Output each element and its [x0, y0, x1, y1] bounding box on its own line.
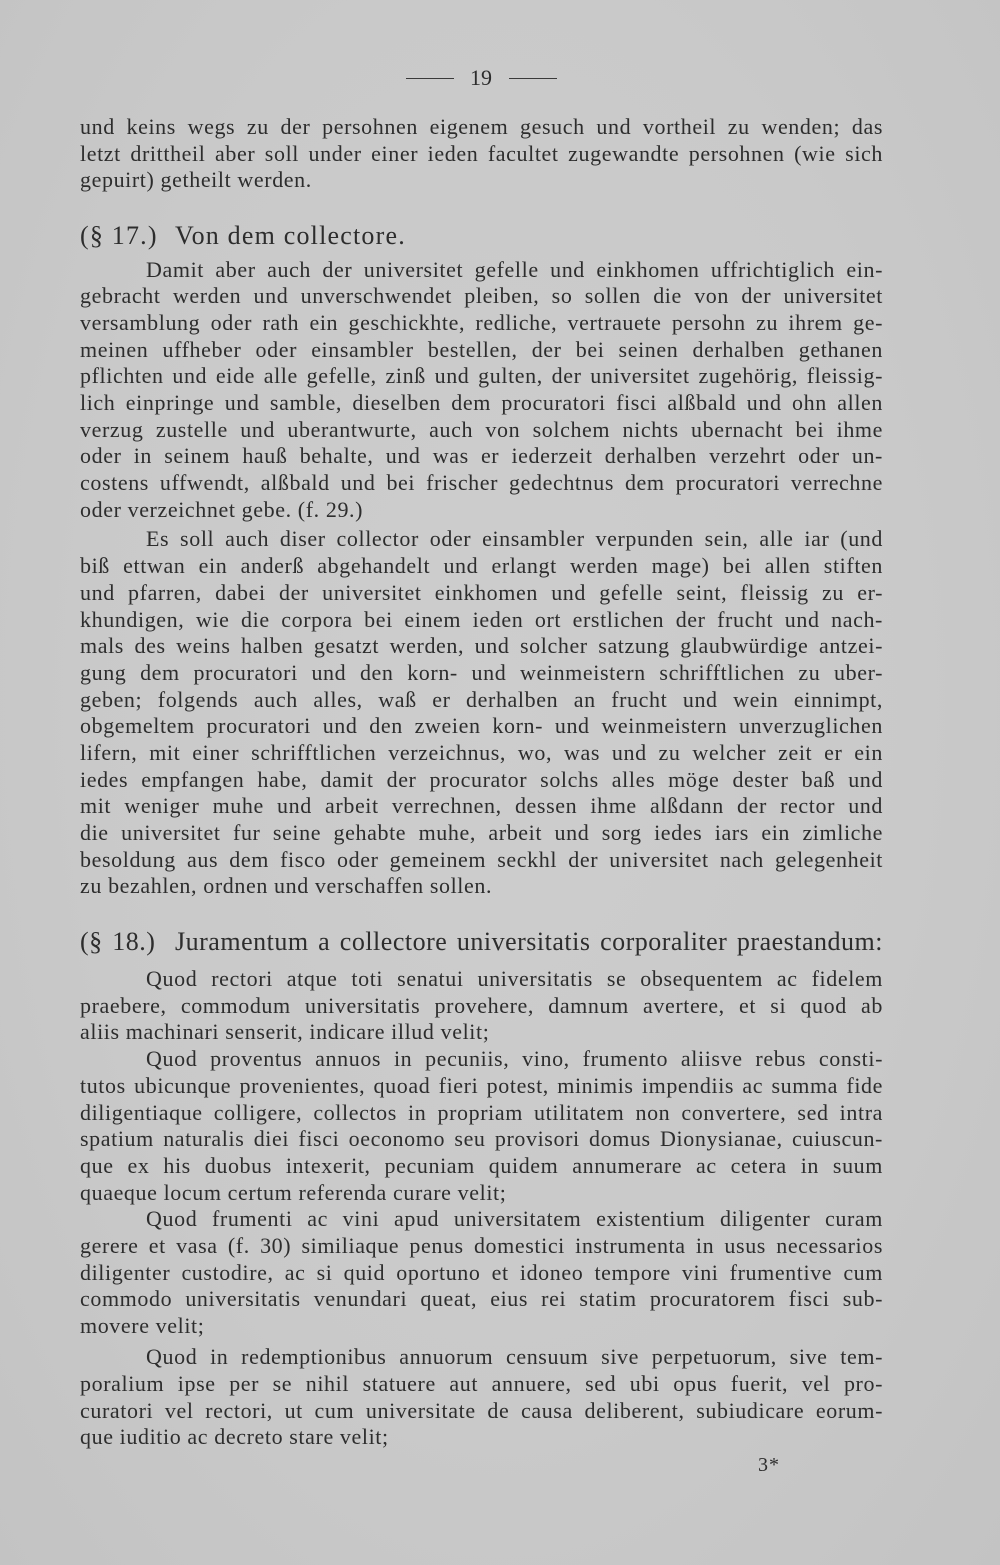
section-heading — [80, 221, 883, 251]
text-line: Quod proventus annuos in pecuniis, vino, frumento aliisve rebus consti- — [146, 1046, 883, 1072]
text-column — [80, 114, 883, 1451]
text-line: gepuirt) getheilt werden. — [80, 167, 312, 193]
text-line: tutos ubicunque provenientes, quoad fieri potest, minimis impendiis ac summa fide — [80, 1072, 883, 1098]
text-line: gerere et vasa (f. 30) similiaque penus domestici instrumenta in usus necessarios — [80, 1232, 883, 1258]
paragraph — [80, 1046, 883, 1206]
text-line: mit weniger muhe und arbeit verrechnen, dessen ihme alßdann der rector und — [80, 793, 883, 819]
text-line: que iuditio ac decreto stare velit; — [80, 1424, 389, 1450]
text-line: iedes empfangen habe, damit der procurator solchs alles möge dester baß und — [80, 766, 883, 792]
text-line: versamblung oder rath ein geschickhte, redliche, vertrauete persohn zu ihrem ge- — [80, 309, 883, 335]
text-line: costens uffwendt, alßbald und bei frischer gedechtnus dem procuratori verrechne — [80, 470, 883, 496]
text-line: Es soll auch diser collector oder einsambler verpunden sein, alle iar (und — [146, 526, 883, 552]
text-line: aliis machinari senserit, indicare illud velit; — [80, 1019, 490, 1045]
text-line: khundigen, wie die corpora bei einem ieden ort erstlichen der frucht und nach- — [80, 606, 883, 632]
text-line: die universitet fur seine gehabte muhe, arbeit und sorg iedes iars ein zimliche — [80, 820, 883, 845]
text-line: curatori vel rectori, ut cum universitate de causa deliberent, subiudicare eorum- — [80, 1397, 883, 1423]
section-title: Juramentum a collectore universitatis corporaliter praestandum: — [175, 927, 884, 957]
text-line: oder in seinem hauß behalte, und was er iederzeit derhalben verzehrt oder un- — [80, 443, 883, 469]
text-line: biß ettwan ein anderß abgehandelt und erlangt werden mage) bei allen stiften — [80, 553, 883, 579]
text-line: und keins wegs zu der persohnen eigenem gesuch und vortheil zu wenden; das — [80, 114, 883, 139]
text-line: quaeque locum certum referenda curare velit; — [80, 1179, 507, 1205]
page-number: 19 — [470, 65, 492, 90]
text-line: zu bezahlen, ordnen und verschaffen sollen. — [80, 873, 493, 899]
paragraph — [80, 1206, 883, 1339]
text-line: Damit aber auch der universitet gefelle und einkhomen uffrichtiglich ein- — [146, 256, 883, 282]
text-line: lich einpringe und samble, dieselben dem procuratori fisci alßbald und ohn allen — [80, 390, 883, 415]
text-line: Quod in redemptionibus annuorum censuum sive perpetuorum, sive tem- — [146, 1344, 883, 1370]
text-line: commodo universitatis venundari queat, eius rei statim procuratorem fisci sub- — [80, 1286, 883, 1312]
header-rule-left — [406, 78, 454, 79]
text-line: und pfarren, dabei der universitet einkhomen und gefelle seint, fleissig zu er- — [80, 579, 883, 605]
text-line: oder verzeichnet gebe. (f. 29.) — [80, 496, 364, 522]
text-line: movere velit; — [80, 1313, 205, 1338]
paragraph — [80, 1344, 883, 1451]
text-line: meinen uffheber oder einsambler bestellen, der bei seinen derhalben gethanen — [80, 336, 883, 362]
text-line: praebere, commodum universitatis provehere, damnum avertere, et si quod ab — [80, 992, 883, 1018]
text-line: lifern, mit einer schrifftlichen verzeichnus, wo, was und zu welcher zeit er ein — [80, 739, 883, 765]
text-line: geben; folgends auch alles, waß er derhalben an frucht und wein einnimpt, — [80, 686, 883, 712]
text-line: mals des weins halben gesatzt werden, und solcher satzung glaubwürdige antzei- — [80, 633, 883, 659]
text-line: diligenter custodire, ac si quid oportuno et idoneo tempore vini frumentive cum — [80, 1259, 883, 1285]
text-line: obgemeltem procuratori und den zweien korn- und weinmeistern unverzuglichen — [80, 713, 883, 739]
section-number: (§ 18.) — [80, 927, 156, 957]
text-line: verzug zustelle und uberantwurte, auch von solchem nichts ubernacht bei ihme — [80, 416, 883, 442]
text-line: pflichten und eide alle gefelle, zinß und gulten, der universitet zugehörig, fleissig- — [80, 363, 883, 389]
paragraph — [80, 257, 883, 524]
paragraph — [80, 114, 883, 194]
text-line: letzt drittheil aber soll under einer ieden facultet zugewandte persohnen (wie sich — [80, 140, 883, 166]
text-line: diligentiaque colligere, collectos in propriam utilitatem non convertere, sed intra — [80, 1099, 883, 1125]
text-line: besoldung aus dem fisco oder gemeinem seckhl der universitet nach gelegenheit — [80, 846, 883, 872]
signature-mark: 3* — [758, 1454, 780, 1476]
section-number: (§ 17.) — [80, 221, 158, 251]
section-title: Von dem collectore. — [174, 221, 406, 251]
text-line: Quod frumenti ac vini apud universitatem existentium diligenter curam — [146, 1206, 883, 1232]
text-line: gung dem procuratori und den korn- und weinmeistern schrifftlichen zu uber- — [80, 659, 883, 685]
text-line: que ex his duobus intexerit, pecuniam quidem annumerare ac cetera in suum — [80, 1152, 883, 1178]
paragraph — [80, 526, 883, 900]
paragraph — [80, 966, 883, 1046]
header-rule-right — [509, 78, 557, 79]
text-line: spatium naturalis diei fisci oeconomo seu provisori domus Dionysianae, cuiuscun- — [80, 1126, 883, 1152]
text-line: gebracht werden und unverschwendet pleiben, so sollen die von der universitet — [80, 283, 883, 309]
section-heading — [80, 926, 883, 958]
text-line: Quod rectori atque toti senatui universitatis se obsequentem ac fidelem — [146, 966, 883, 992]
text-line: poralium ipse per se nihil statuere aut annuere, sed ubi opus fuerit, vel pro- — [80, 1370, 883, 1396]
